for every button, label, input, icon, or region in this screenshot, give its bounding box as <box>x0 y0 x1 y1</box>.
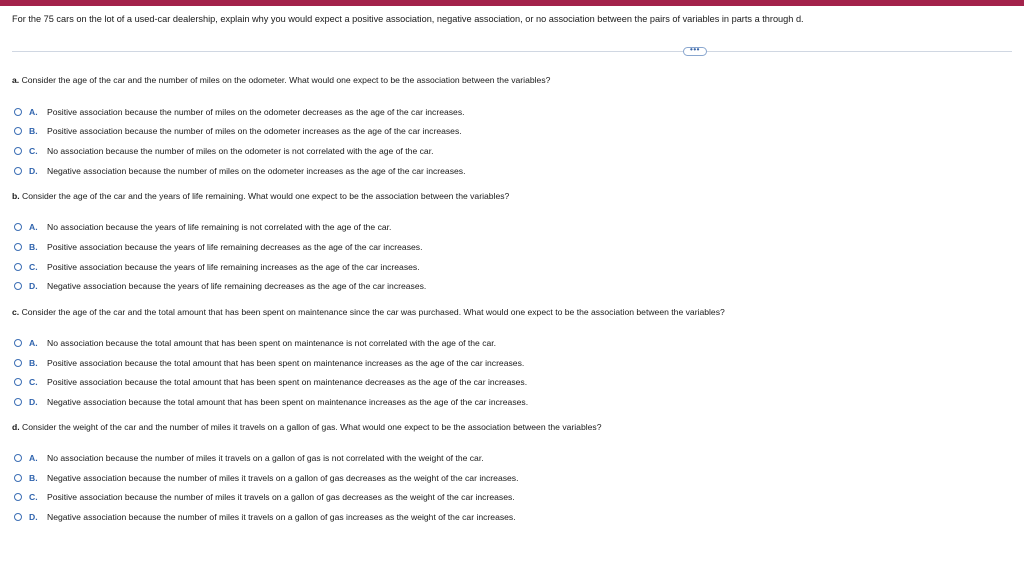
option-text: No association because the total amount that has been spent on maintenance is not correlated with the age of the car. <box>47 338 497 348</box>
radio-button[interactable] <box>14 147 22 155</box>
option-b-D[interactable] <box>14 280 426 292</box>
option-letter: D. <box>29 512 38 522</box>
radio-button[interactable] <box>14 359 22 367</box>
option-text: Positive association because the total amount that has been spent on maintenance increases as the age of the car increases. <box>47 358 525 368</box>
option-b-C[interactable] <box>14 261 420 273</box>
more-options-button[interactable] <box>683 47 707 56</box>
question-a <box>12 75 550 86</box>
option-letter: A. <box>29 338 38 348</box>
option-b-B[interactable] <box>14 241 422 253</box>
option-letter: C. <box>29 262 38 272</box>
option-letter: B. <box>29 473 38 483</box>
question-text: Consider the age of the car and the years of life remaining. What would one expect to be the association between the variables? <box>22 191 510 201</box>
radio-button[interactable] <box>14 398 22 406</box>
option-text: Negative association because the number of miles on the odometer increases as the age of the car increases. <box>47 166 466 176</box>
radio-button[interactable] <box>14 127 22 135</box>
option-d-D[interactable] <box>14 511 516 523</box>
option-c-C[interactable] <box>14 376 527 388</box>
question-text: Consider the age of the car and the total amount that has been spent on maintenance since the car was purchased. What would one expect to be the association between the variables? <box>21 307 725 317</box>
radio-button[interactable] <box>14 108 22 116</box>
option-letter: D. <box>29 166 38 176</box>
radio-button[interactable] <box>14 474 22 482</box>
option-text: Positive association because the number of miles it travels on a gallon of gas decreases as the weight of the car increases. <box>47 492 515 502</box>
option-a-D[interactable] <box>14 165 465 177</box>
question-letter: b. <box>12 191 20 201</box>
section-divider <box>12 51 1012 52</box>
option-d-C[interactable] <box>14 491 515 503</box>
option-text: No association because the number of miles it travels on a gallon of gas is not correlated with the weight of the car. <box>47 453 484 463</box>
question-text: Consider the age of the car and the number of miles on the odometer. What would one expect to be the association between the variables? <box>21 75 551 85</box>
more-dots-icon: ••• <box>690 45 700 54</box>
option-letter: A. <box>29 107 38 117</box>
radio-button[interactable] <box>14 378 22 386</box>
option-letter: D. <box>29 397 38 407</box>
radio-button[interactable] <box>14 339 22 347</box>
option-letter: A. <box>29 453 38 463</box>
option-c-A[interactable] <box>14 337 496 349</box>
option-text: Negative association because the years of life remaining decreases as the age of the car increases. <box>47 281 427 291</box>
radio-button[interactable] <box>14 282 22 290</box>
option-c-B[interactable] <box>14 357 524 369</box>
option-text: Negative association because the number of miles it travels on a gallon of gas decreases as the weight of the car increases. <box>47 473 519 483</box>
radio-button[interactable] <box>14 263 22 271</box>
option-letter: C. <box>29 492 38 502</box>
question-letter: d. <box>12 422 20 432</box>
option-letter: C. <box>29 377 38 387</box>
radio-button[interactable] <box>14 493 22 501</box>
option-a-C[interactable] <box>14 145 433 157</box>
option-text: Negative association because the total amount that has been spent on maintenance increases as the age of the car increases. <box>47 397 529 407</box>
option-text: Positive association because the years of life remaining decreases as the age of the car increases. <box>47 242 423 252</box>
option-text: No association because the years of life remaining is not correlated with the age of the car. <box>47 222 392 232</box>
question-b <box>12 191 509 202</box>
radio-button[interactable] <box>14 243 22 251</box>
radio-button[interactable] <box>14 167 22 175</box>
option-text: Positive association because the total amount that has been spent on maintenance decreases as the age of the car increases. <box>47 377 528 387</box>
radio-button[interactable] <box>14 223 22 231</box>
question-letter: a. <box>12 75 20 85</box>
option-a-B[interactable] <box>14 125 462 137</box>
option-d-B[interactable] <box>14 472 519 484</box>
option-letter: B. <box>29 242 38 252</box>
radio-button[interactable] <box>14 454 22 462</box>
option-letter: A. <box>29 222 38 232</box>
option-letter: B. <box>29 358 38 368</box>
option-a-A[interactable] <box>14 106 465 118</box>
option-letter: C. <box>29 146 38 156</box>
option-text: Positive association because the number of miles on the odometer decreases as the age of the car increases. <box>47 107 465 117</box>
question-d <box>12 422 602 433</box>
option-text: Positive association because the years of life remaining increases as the age of the car increases. <box>47 262 420 272</box>
option-d-A[interactable] <box>14 452 484 464</box>
option-text: No association because the number of miles on the odometer is not correlated with the age of the car. <box>47 146 434 156</box>
top-accent-bar <box>0 0 1024 6</box>
question-text: Consider the weight of the car and the number of miles it travels on a gallon of gas. What would one expect to be the association between the variables? <box>22 422 602 432</box>
radio-button[interactable] <box>14 513 22 521</box>
option-c-D[interactable] <box>14 396 528 408</box>
option-letter: B. <box>29 126 38 136</box>
option-letter: D. <box>29 281 38 291</box>
option-text: Negative association because the number of miles it travels on a gallon of gas increases as the weight of the car increases. <box>47 512 516 522</box>
question-letter: c. <box>12 307 20 317</box>
question-c <box>12 307 725 318</box>
option-text: Positive association because the number of miles on the odometer increases as the age of the car increases. <box>47 126 462 136</box>
problem-intro: For the 75 cars on the lot of a used-car dealership, explain why you would expect a positive association, negative association, or no association between the pairs of variables in parts a through d. <box>12 14 804 24</box>
option-b-A[interactable] <box>14 221 391 233</box>
